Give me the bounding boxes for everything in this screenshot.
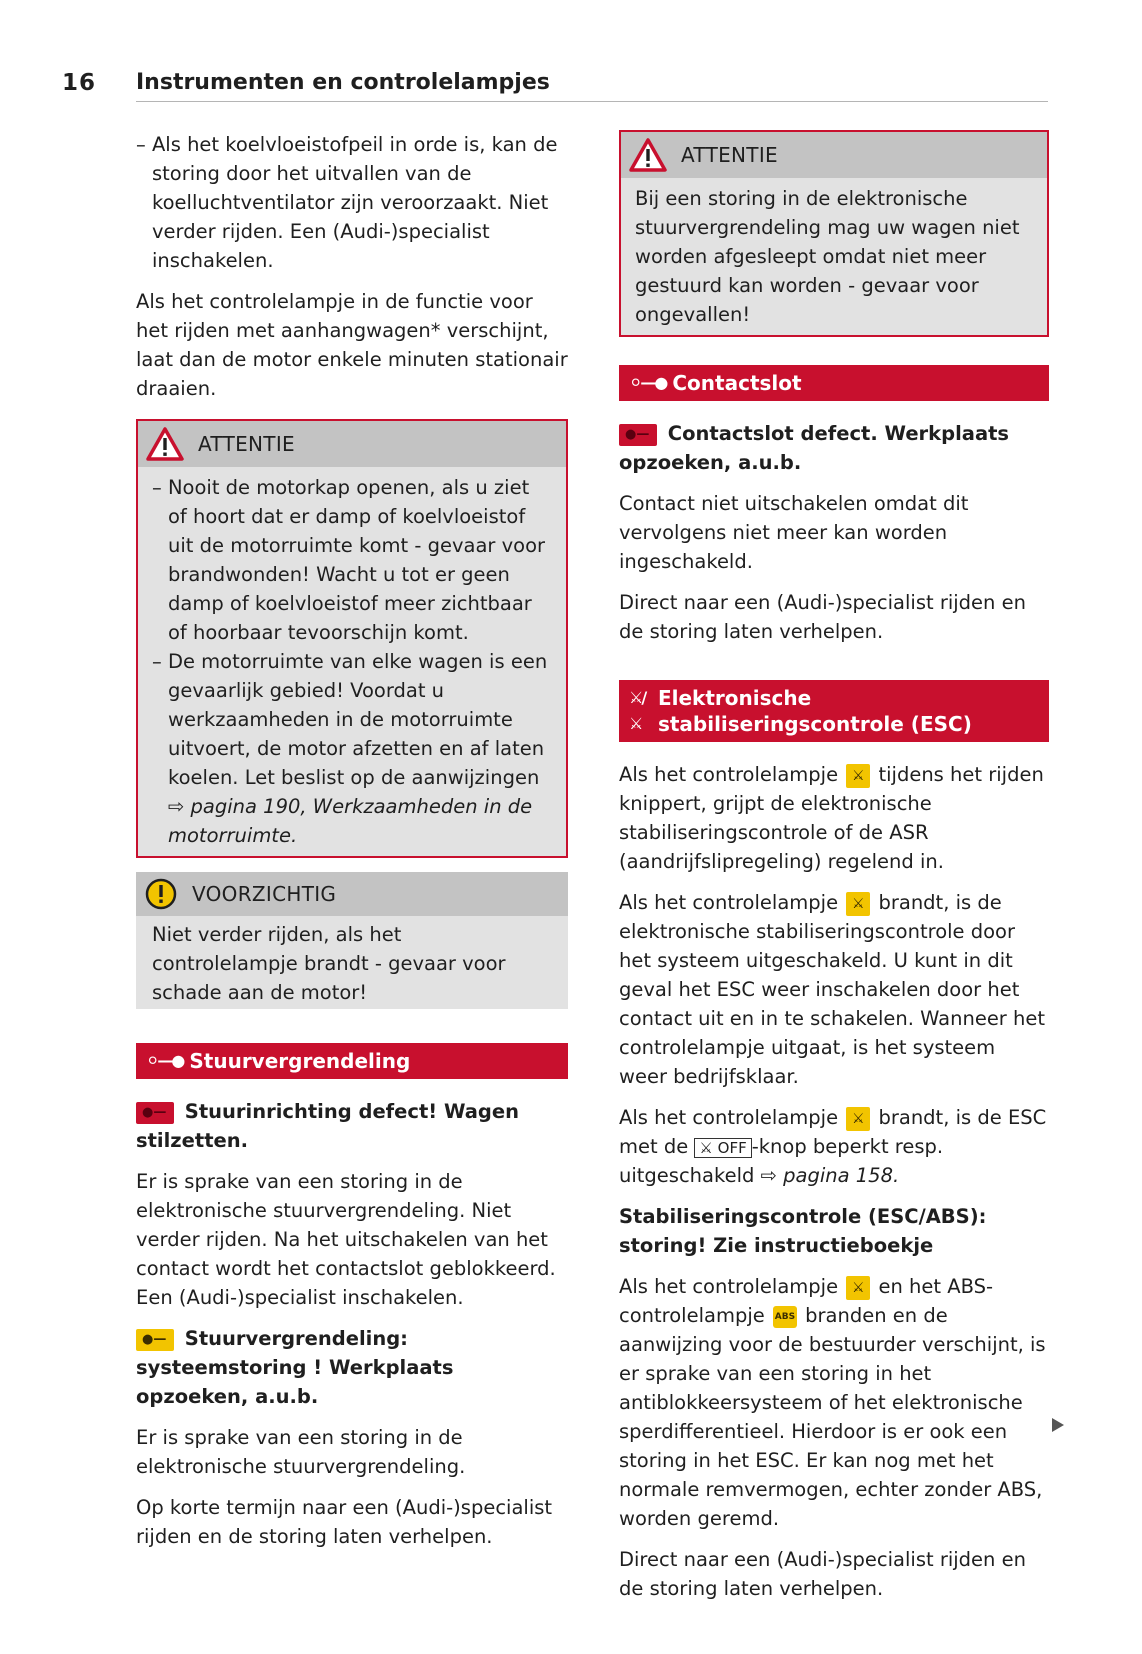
off-label: OFF — [717, 1138, 747, 1157]
message — [136, 1324, 568, 1411]
message — [619, 419, 1049, 477]
warning-label: ATTENTIE — [198, 432, 295, 456]
text: Als het controlelampje — [619, 763, 839, 786]
paragraph: Er is sprake van een storing in de elektronische stuurvergrendeling. — [136, 1426, 466, 1478]
section-title: Stuurvergrendeling — [189, 1049, 411, 1073]
paragraph: Er is sprake van een storing in de elektronische stuurvergrendeling. Niet verder rijden. Na het uitschakelen van het contact wordt het contactslot geblokkeerd. Een (Audi-)specialist inschakelen. — [136, 1170, 556, 1309]
warning-box — [619, 130, 1049, 337]
text: en het ABS-controlelampje — [619, 1275, 994, 1327]
esc-warning-icon: ⚔ — [846, 892, 870, 916]
warning-triangle-icon — [146, 427, 184, 461]
warning-text: Bij een storing in de elektronische stuurvergrendeling mag uw wagen niet worden afgesleept omdat niet meer gestuurd kan worden - gevaar voor ongevallen! — [635, 187, 1020, 326]
text: Als het controlelampje — [619, 891, 839, 914]
page-reference: ⇨ pagina 158. — [760, 1164, 900, 1187]
paragraph: Als het controlelampje in de functie voor het rijden met aanhangwagen* verschijnt, laat dan de motor enkele minuten stationair draaien. — [136, 290, 568, 400]
paragraph: – Als het koelvloeistofpeil in orde is, kan de storing door het uitvallen van de koelluchtventilator zijn veroorzaakt. Niet verder rijden. Een (Audi-)specialist inschakelen. — [136, 133, 558, 272]
red-ignition-lock-icon — [619, 424, 657, 446]
warning-label: ATTENTIE — [681, 143, 778, 167]
text: Als het controlelampje — [619, 1106, 839, 1129]
message — [136, 1097, 568, 1155]
red-steering-lock-icon — [136, 1102, 174, 1124]
page-number: 16 — [62, 70, 97, 96]
left-column — [136, 130, 568, 1563]
message-text: Stuurvergrendeling: systeemstoring ! Werkplaats opzoeken, a.u.b. — [136, 1327, 454, 1408]
caution-box — [136, 872, 568, 1009]
abs-warning-icon: ABS — [773, 1306, 797, 1328]
paragraph: Direct naar een (Audi-)specialist rijden en de storing laten verhelpen. — [619, 1548, 1026, 1600]
paragraph: Op korte termijn naar een (Audi-)specialist rijden en de storing laten verhelpen. — [136, 1496, 553, 1548]
paragraph: Direct naar een (Audi-)specialist rijden en de storing laten verhelpen. — [619, 591, 1026, 643]
paragraph — [619, 1103, 1049, 1190]
paragraph — [619, 760, 1049, 876]
text: brandt, is de ESC met de — [619, 1106, 1047, 1158]
text: tijdens het rijden knippert, grijpt de elektronische stabiliseringscontrole of de ASR (aandrijfslipregeling) regelend in. — [619, 763, 1044, 873]
message: Stabiliseringscontrole (ESC/ABS): storing! Zie instructieboekje — [619, 1205, 987, 1257]
caution-header — [136, 872, 568, 916]
esc-icon: ⚔/⚔ — [629, 688, 646, 733]
text: branden en de aanwijzing voor de bestuurder verschijnt, is er sprake van een storing in het antiblokkeersysteem of het elektronische sperdifferentieel. Hierdoor is er ook een storing in het ESC. Er kan nog met het normale remvermogen, echter zonder ABS, worden geremd. — [619, 1304, 1046, 1530]
warning-box — [136, 419, 568, 858]
text: brandt, is de elektronische stabiliseringscontrole door het systeem uitgeschakeld. U kunt in dit geval het ESC weer inschakelen door het contact uit en in te schakelen. Wanneer het controlelampje uitgaat, is het systeem weer bedrijfsklaar. — [619, 891, 1046, 1088]
caution-text: Niet verder rijden, als het controlelampje brandt - gevaar voor schade aan de motor! — [152, 923, 506, 1004]
esc-warning-icon: ⚔ — [846, 1276, 870, 1300]
section-header-esc — [619, 680, 1049, 742]
warning-triangle-icon — [629, 138, 667, 172]
message-text: Stuurinrichting defect! Wagen stilzetten. — [136, 1100, 519, 1152]
continue-arrow-icon — [1052, 1418, 1064, 1432]
section-header-stuurvergrendeling — [136, 1043, 568, 1079]
ignition-lock-icon: ⚪—● — [629, 373, 667, 392]
text: Als het controlelampje — [619, 1275, 839, 1298]
page-reference: ⇨ pagina 190, Werkzaamheden in de motorruimte. — [168, 795, 533, 847]
esc-off-button-icon: ⚔ OFF — [694, 1138, 751, 1158]
header-divider — [136, 101, 1048, 102]
esc-warning-icon: ⚔ — [846, 764, 870, 788]
caution-exclamation-icon — [144, 877, 178, 911]
message-text: Contactslot defect. Werkplaats opzoeken, a.u.b. — [619, 422, 1010, 474]
section-header-contactslot — [619, 365, 1049, 401]
page-title: Instrumenten en controlelampjes — [136, 70, 550, 95]
right-column — [619, 130, 1049, 1615]
warning-header — [138, 421, 566, 467]
warning-item: – Nooit de motorkap openen, als u ziet of hoort dat er damp of koelvloeistof uit de motorruimte komt - gevaar voor brandwonden! Wacht u tot er geen damp of koelvloeistof meer zichtbaar of hoorbaar tevoorschijn komt. — [152, 476, 546, 644]
section-title: Elektronische stabiliseringscontrole (ESC) — [657, 686, 972, 736]
steering-lock-icon: ⚪—● — [146, 1051, 184, 1070]
warning-item — [152, 647, 552, 850]
paragraph — [619, 1272, 1049, 1533]
text: -knop beperkt resp. uitgeschakeld — [619, 1135, 944, 1187]
caution-label: VOORZICHTIG — [192, 882, 337, 906]
warning-header — [621, 132, 1047, 178]
esc-off-icon: ⚔ — [846, 1107, 870, 1131]
yellow-steering-lock-icon — [136, 1329, 174, 1351]
paragraph: Contact niet uitschakelen omdat dit vervolgens niet meer kan worden ingeschakeld. — [619, 492, 969, 573]
paragraph — [619, 888, 1049, 1091]
section-title: Contactslot — [672, 371, 802, 395]
warning-item-text: – De motorruimte van elke wagen is een gevaarlijk gebied! Voordat u werkzaamheden in de motorruimte uitvoert, de motor afzetten en af laten koelen. Let beslist op de aanwijzingen — [152, 650, 548, 789]
